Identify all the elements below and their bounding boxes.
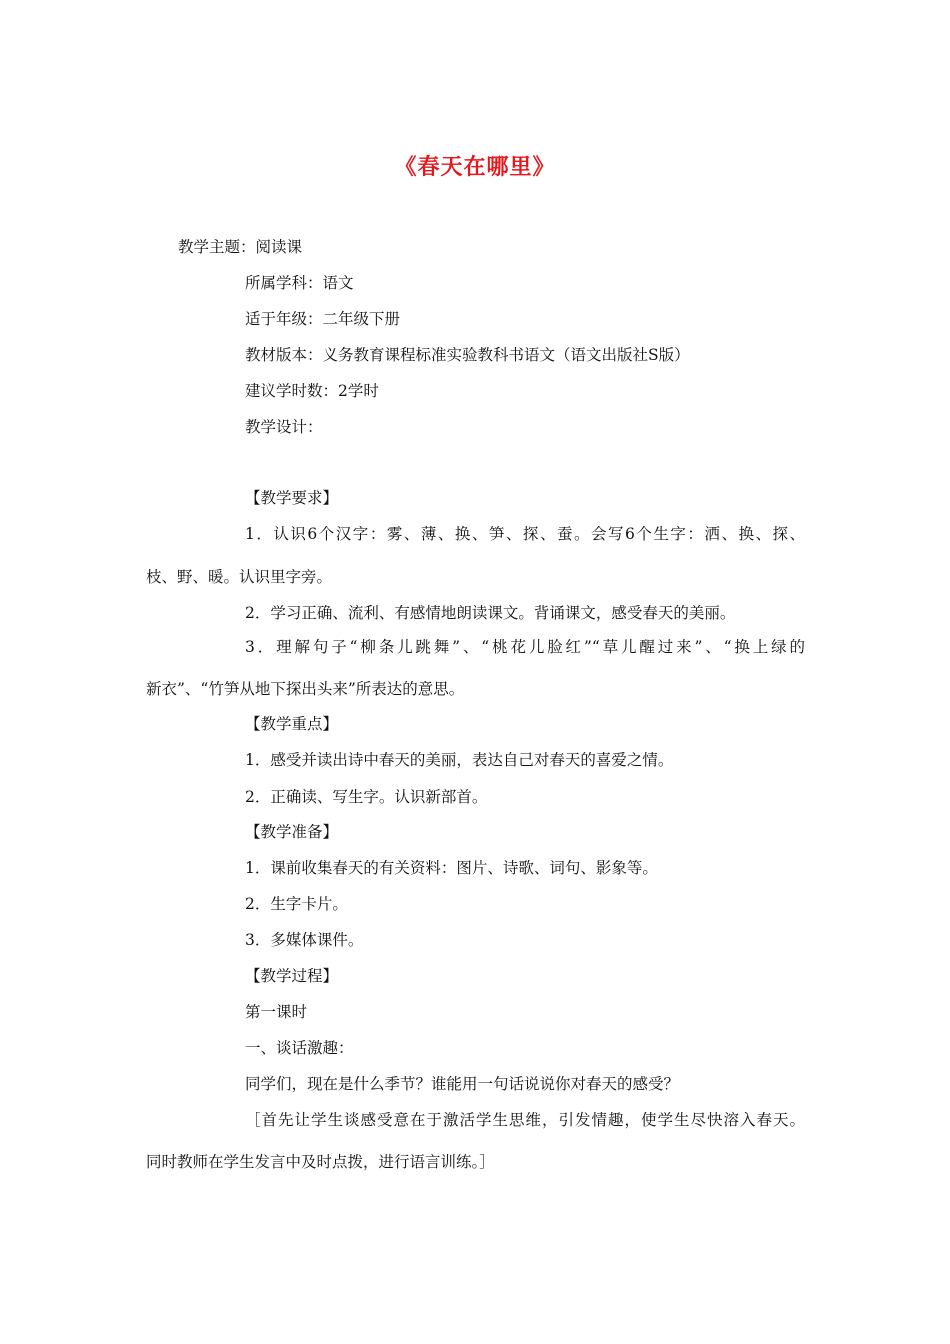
process-lesson: 第一课时: [245, 1003, 308, 1021]
preparation-item-2: 2．生字卡片。: [245, 895, 348, 913]
meta-textbook: 教材版本：义务教育课程标准实验教科书语文（语文出版社S版）: [245, 346, 690, 364]
meta-grade: 适于年级：二年级下册: [245, 310, 401, 328]
section-heading-preparation: 【教学准备】: [245, 823, 339, 841]
requirement-item-3: 3．理解句子“柳条儿跳舞”、“桃花儿脸红”“草儿醒过来”、“换上绿的: [245, 638, 805, 656]
meta-topic: 教学主题：阅读课: [178, 238, 303, 256]
section-heading-process: 【教学过程】: [245, 967, 339, 985]
process-note-cont: 同时教师在学生发言中及时点拨，进行语言训练。］: [146, 1153, 495, 1171]
process-note: ［首先让学生谈感受意在于激活学生思维，引发情趣，使学生尽快溶入春天。: [245, 1111, 805, 1129]
meta-hours: 建议学时数：2学时: [245, 382, 379, 400]
preparation-item-3: 3．多媒体课件。: [245, 931, 364, 949]
meta-design: 教学设计：: [245, 418, 323, 436]
requirement-item-2: 2．学习正确、流利、有感情地朗读课文。背诵课文，感受春天的美丽。: [245, 604, 736, 622]
process-question: 同学们，现在是什么季节？谁能用一句话说说你对春天的感受？: [245, 1075, 680, 1093]
focus-item-1: 1．感受并读出诗中春天的美丽，表达自己对春天的喜爱之情。: [245, 751, 674, 769]
requirement-item-1-cont: 枝、野、暖。认识里字旁。: [146, 568, 333, 586]
section-heading-requirements: 【教学要求】: [245, 489, 339, 507]
meta-subject: 所属学科：语文: [245, 274, 354, 292]
process-step-1: 一、谈话激趣：: [245, 1039, 354, 1057]
requirement-item-3-cont: 新衣”、“竹笋从地下探出头来”所表达的意思。: [146, 680, 465, 698]
requirement-item-1: 1．认识6个汉字：雾、薄、换、笋、探、蚕。会写6个生字：洒、换、探、: [245, 525, 805, 543]
section-heading-focus: 【教学重点】: [245, 715, 339, 733]
preparation-item-1: 1．课前收集春天的有关资料：图片、诗歌、词句、影象等。: [245, 859, 658, 877]
document-title: 《春天在哪里》: [394, 154, 556, 180]
focus-item-2: 2．正确读、写生字。认识新部首。: [245, 788, 488, 806]
